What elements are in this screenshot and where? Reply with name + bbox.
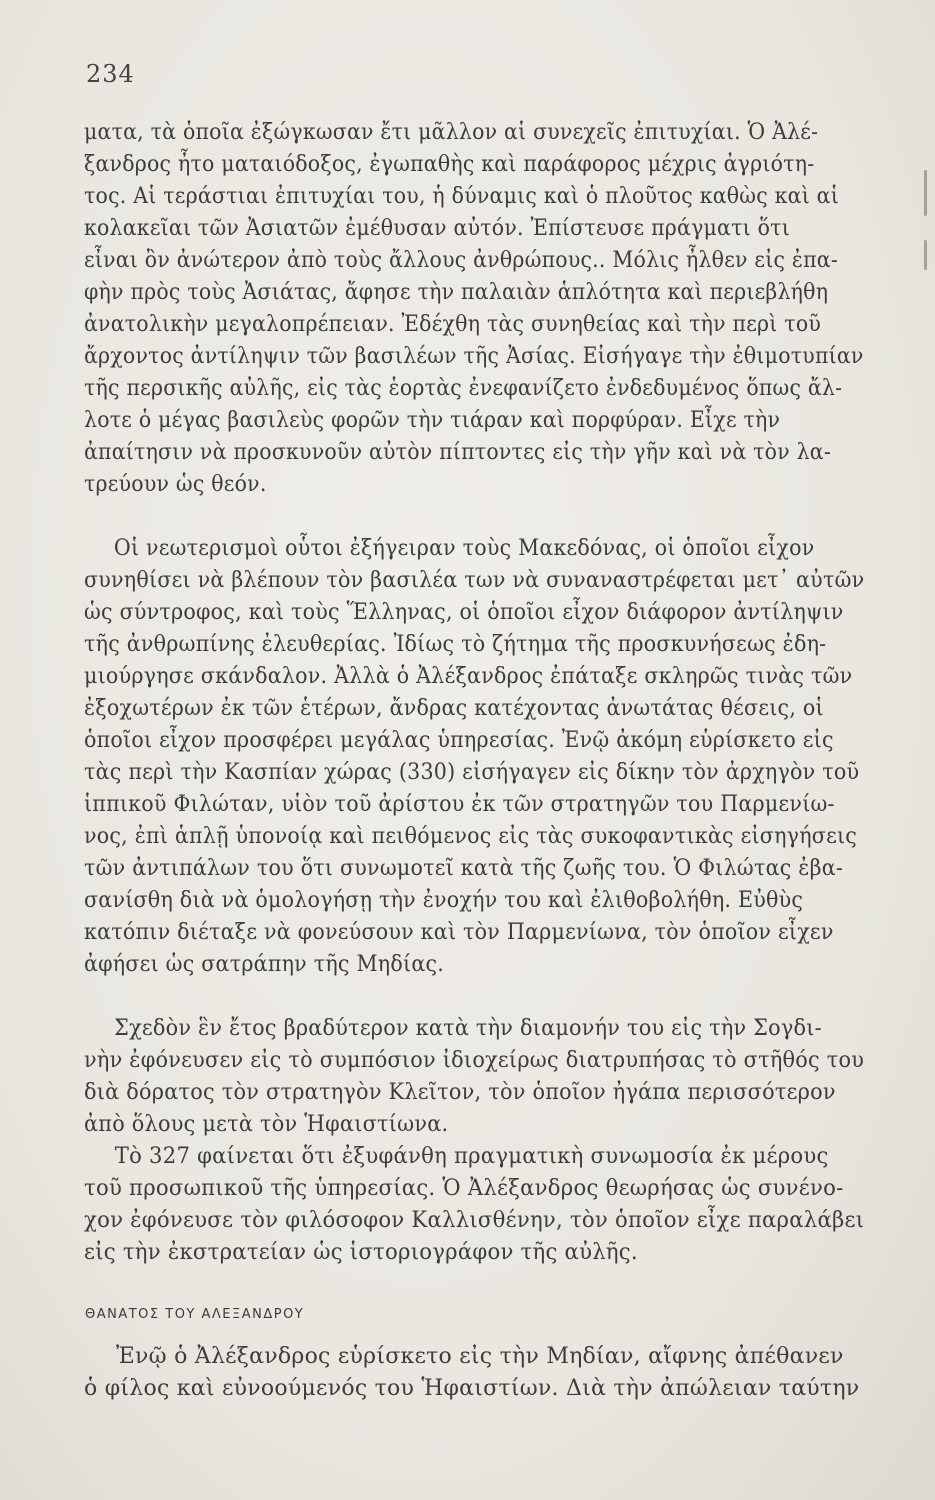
text-line: ὡς σύντροφος, καὶ τοὺς Ἕλληνας, οἱ ὁποῖοι εἶχον διάφορον ἀντίληψιν [84,600,844,625]
text-line: μιούργησε σκάνδαλον. Ἀλλὰ ὁ Ἀλέξανδρος ἐπάταξε σκληρῶς τινὰς τῶν [84,664,853,689]
text-line: ἱππικοῦ Φιλώταν, υἱὸν τοῦ ἀρίστου ἐκ τῶν στρατηγῶν του Παρμενίω- [84,792,835,817]
text-line: ἀφήσει ὡς σατράπην τῆς Μηδίας. [84,952,445,977]
text-line: ἀπαίτησιν νὰ προσκυνοῦν αὐτὸν πίπτοντες εἰς τὴν γῆν καὶ νὰ τὸν λα- [84,440,831,465]
text-line: Οἱ νεωτερισμοὶ οὗτοι ἐξήγειραν τοὺς Μακεδόνας, οἱ ὁποῖοι εἶχον [113,536,815,561]
text-line: εἶναι ὂν ἀνώτερον ἀπὸ τοὺς ἄλλους ἀνθρώπους.. Μόλις ἦλθεν εἰς ἐπα- [84,248,839,273]
text-line: φὴν πρὸς τοὺς Ἀσιάτας, ἄφησε τὴν παλαιὰν ἁπλότητα καὶ περιεβλήθη [84,280,829,305]
margin-mark-lower [924,240,927,270]
paragraph-4 [84,1141,894,1269]
text-line: ματα, τὰ ὁποῖα ἐξώγκωσαν ἔτι μᾶλλον αἱ συνεχεῖς ἐπιτυχίαι. Ὁ Ἀλέ- [84,120,819,145]
page-number: 234 [86,60,135,88]
text-line: χον ἐφόνευσε τὸν φιλόσοφον Καλλισθένην, τὸν ὁποῖον εἶχε παραλάβει [84,1208,865,1233]
text-line: τῶν ἀντιπάλων του ὅτι συνωμοτεῖ κατὰ τῆς ζωῆς του. Ὁ Φιλώτας ἐβα- [84,856,844,881]
paragraph-3 [84,1013,909,1141]
text-line: διὰ δόρατος τὸν στρατηγὸν Κλεῖτον, τὸν ὁποῖον ἠγάπα περισσότερον [84,1080,836,1105]
text-line: ἄρχοντος ἀντίληψιν τῶν βασιλέων τῆς Ἀσίας. Εἰσήγαγε τὴν ἐθιμοτυπίαν [84,344,864,369]
text-line: λοτε ὁ μέγας βασιλεὺς φορῶν τὴν τιάραν καὶ πορφύραν. Εἶχε τὴν [84,408,781,433]
text-line: τος. Αἱ τεράστιαι ἐπιτυχίαι του, ἡ δύναμις καὶ ὁ πλοῦτος καθὼς καὶ αἱ [84,184,839,209]
text-line: τὰς περὶ τὴν Κασπίαν χώρας (330) εἰσήγαγεν εἰς δίκην τὸν ἀρχηγὸν τοῦ [84,760,860,785]
text-line: ὁ φίλος καὶ εὐνοούμενός του Ἡφαιστίων. Διὰ τὴν ἀπώλειαν ταύτην [84,1376,860,1401]
text-line: τοῦ προσωπικοῦ τῆς ὑπηρεσίας. Ὁ Ἀλέξανδρος θεωρήσας ὡς συνένο- [84,1176,844,1201]
text-line: Ἐνῷ ὁ Ἀλέξανδρος εὑρίσκετο εἰς τὴν Μηδίαν, αἴφνης ἀπέθανεν [116,1344,844,1369]
text-line: τρεύουν ὡς θεόν. [84,472,267,497]
text-line: ἀπὸ ὅλους μετὰ τὸν Ἡφαιστίωνα. [84,1112,449,1137]
text-line: νὴν ἐφόνευσεν εἰς τὸ συμπόσιον ἰδιοχείρως διατρυπήσας τὸ στῆθός του [84,1048,865,1073]
text-line: τῆς ἀνθρωπίνης ἐλευθερίας. Ἰδίως τὸ ζήτημα τῆς προσκυνήσεως ἐδη- [84,632,827,657]
text-line: σανίσθη διὰ νὰ ὁμολογήσῃ τὴν ἐνοχήν του καὶ ἐλιθοβολήθη. Εὐθὺς [84,888,804,913]
text-line: τῆς περσικῆς αὐλῆς, εἰς τὰς ἑορτὰς ἐνεφανίζετο ἐνδεδυμένος ὅπως ἄλ- [84,376,843,401]
margin-mark-upper [924,170,927,216]
text-line: νος, ἐπὶ ἁπλῇ ὑπονοίᾳ καὶ πειθόμενος εἰς τὰς συκοφαντικὰς εἰσηγήσεις [84,824,858,849]
paragraph-1 [84,117,923,501]
text-line: ξανδρος ἦτο ματαιόδοξος, ἐγωπαθὴς καὶ παράφορος μέχρις ἀγριότη- [84,152,815,177]
section-heading: ΘΑΝΑΤΟΣ ΤΟΥ ΑΛΕΞΑΝΔΡΟΥ [85,1307,305,1322]
text-line: εἰς τὴν ἐκστρατείαν ὡς ἱστοριογράφον τῆς αὐλῆς. [84,1240,638,1265]
text-line: κατόπιν διέταξε νὰ φονεύσουν καὶ τὸν Παρμενίωνα, τὸν ὁποῖον εἶχεν [84,920,834,945]
text-line: συνηθίσει νὰ βλέπουν τὸν βασιλέα των νὰ συναναστρέφεται μετ᾽ αὐτῶν [84,568,865,593]
paragraph-2 [84,533,917,981]
text-line: κολακεῖαι τῶν Ἀσιατῶν ἐμέθυσαν αὐτόν. Ἐπίστευσε πράγματι ὅτι [84,216,790,241]
text-line: Τὸ 327 φαίνεται ὅτι ἐξυφάνθη πραγματικὴ συνωμοσία ἐκ μέρους [114,1144,829,1169]
text-line: ἐξοχωτέρων ἐκ τῶν ἑτέρων, ἄνδρας κατέχοντας ἀνωτάτας θέσεις, οἱ [84,696,824,721]
text-line: ὁποῖοι εἶχον προσφέρει μεγάλας ὑπηρεσίας. Ἐνῷ ἀκόμη εὑρίσκετο εἰς [84,728,834,753]
text-line: ἀνατολικὴν μεγαλοπρέπειαν. Ἐδέχθη τὰς συνηθείας καὶ τὴν περὶ τοῦ [84,312,822,337]
text-line: Σχεδὸν ἓν ἔτος βραδύτερον κατὰ τὴν διαμονήν του εἰς τὴν Σογδι- [114,1016,822,1041]
paragraph-5 [84,1341,859,1405]
